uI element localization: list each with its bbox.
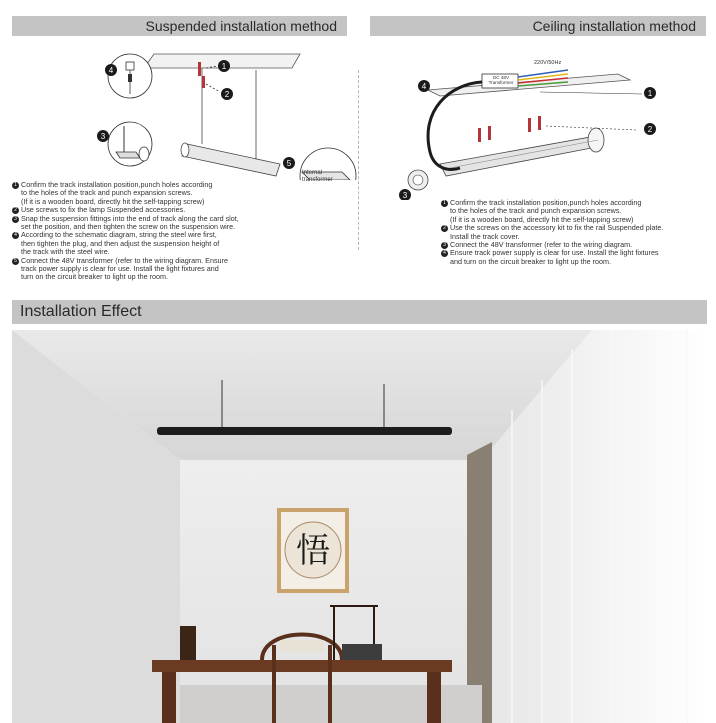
effect-section-header (12, 300, 707, 324)
suspended-installation-diagram (12, 40, 357, 180)
internal-transformer-label: Internal transformer (302, 170, 333, 183)
curtain-dark-panel (467, 442, 492, 723)
list-item: 4 According to the schematic diagram, string the steel wire first, then tighten the plug, and then adjust the suspension height of the track with the steel wire. (12, 231, 358, 256)
list-item: 2 Use the screws on the accessory kit to fix the rail Suspended plate. Install the track cover. (441, 224, 713, 241)
suspended-steps-list (12, 181, 358, 282)
voltage-label: 220V/50Hz (534, 60, 562, 66)
callout-3 (97, 130, 109, 142)
callout-1 (644, 87, 656, 99)
ceiling-installation-diagram (370, 40, 706, 200)
list-item: 4 Ensure track power supply is clear for use. Install the light fixtures and turn on the circuit breaker to light up the room. (441, 249, 713, 266)
suspended-section-header (12, 16, 347, 36)
brush-holder (180, 626, 196, 660)
ink-box (342, 644, 382, 660)
callout-4 (105, 64, 117, 76)
wall-painting (277, 508, 349, 593)
chair-cushion (280, 640, 324, 652)
dc-transformer-label: DC 48V Transformer (488, 75, 514, 85)
svg-text:3: 3 (100, 132, 106, 141)
list-item: 1 Confirm the track installation position,punch holes according to the holes of the track and punch expansion screws. (If it is a wooden board, directly hit the self-tapping screw) (12, 181, 358, 206)
ceiling-steps-list (441, 199, 713, 266)
linear-pendant-lamp (157, 427, 452, 435)
ceiling-section-header (370, 16, 706, 36)
svg-text:悟: 悟 (296, 531, 330, 571)
svg-text:4: 4 (421, 82, 427, 91)
screw-icon (198, 62, 201, 76)
section-divider (358, 70, 359, 250)
list-item: 3 Snap the suspension fittings into the end of track along the card slot, set the position, and then tighten the screw on the suspension wire. (12, 215, 358, 232)
svg-text:2: 2 (224, 90, 230, 99)
track-tube (181, 143, 280, 176)
svg-text:1: 1 (647, 89, 653, 98)
callout-3 (399, 189, 411, 200)
svg-text:3: 3 (402, 191, 408, 200)
list-item: 1 Confirm the track installation position,punch holes according to the holes of the track and punch expansion screws. (If it is a wooden board, directly hit the self-tapping screw) (441, 199, 713, 224)
svg-text:5: 5 (286, 159, 292, 168)
list-item: 2 Use screws to fix the lamp Suspended accessories. (12, 206, 358, 214)
callout-2 (644, 123, 656, 135)
ceiling-section-title: Ceiling installation method (532, 18, 696, 34)
effect-section-title: Installation Effect (20, 303, 142, 320)
installation-effect-photo (12, 330, 707, 723)
suspended-section-title: Suspended installation method (145, 18, 337, 34)
list-item: 3 Connect the 48V transformer (refer to the wiring diagram. (441, 241, 713, 249)
callout-1 (218, 60, 230, 72)
svg-text:2: 2 (647, 125, 653, 134)
svg-text:1: 1 (221, 62, 227, 71)
svg-text:4: 4 (108, 66, 114, 75)
end-cap-icon (408, 170, 428, 190)
list-item: 5 Connect the 48V transformer (refer to the wiring diagram. Ensure track power supply is clear for use. Install the light fixtures and turn on the circuit breaker to light up the room. (12, 257, 358, 282)
callout-4 (418, 80, 430, 92)
callout-2 (221, 88, 233, 100)
callout-5 (283, 157, 295, 169)
screw-icon (202, 76, 205, 88)
track-body (440, 128, 604, 176)
